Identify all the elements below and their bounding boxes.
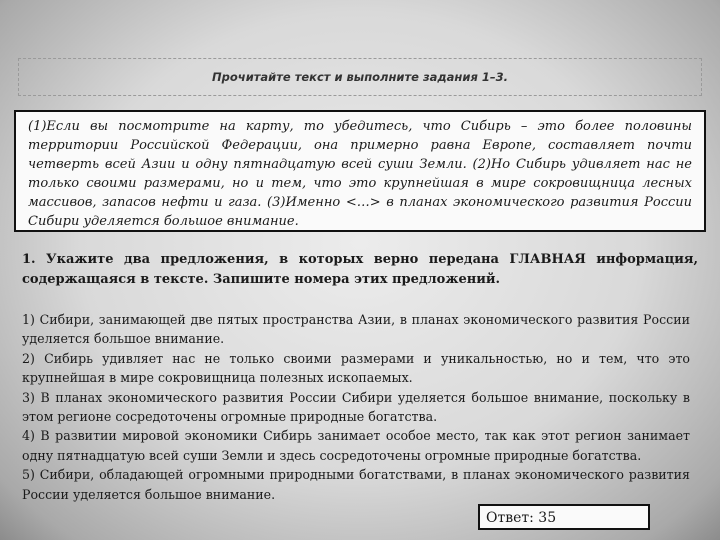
answer-option-5: 5) Сибири, обладающей огромными природными богатствами, в планах экономического развития России уделяется большое внимание. bbox=[22, 467, 690, 502]
answer-option-1: 1) Сибири, занимающей две пятых пространства Азии, в планах экономического развития России уделяется большое внимание. bbox=[22, 312, 690, 347]
answer-option-2: 2) Сибирь удивляет нас не только своими размерами и уникальностью, но и тем, что это крупнейшая в мире сокровищница полезных ископаемых. bbox=[22, 350, 690, 386]
instruction-banner bbox=[18, 58, 702, 96]
instruction-title: Прочитайте текст и выполните задания 1–3. bbox=[212, 70, 508, 84]
answer-option-4: 4) В развитии мировой экономики Сибирь занимает особое место, так как этот регион занимает одну пятнадцатую всей суши Земли и здесь сосредоточены огромные природные богатства. bbox=[22, 428, 690, 463]
answer-option-3: 3) В планах экономического развития России Сибири уделяется большое внимание, поскольку в этом регионе сосредоточены огромные природные богатства. bbox=[22, 389, 690, 425]
question-text: 1. Укажите два предложения, в которых верно передана ГЛАВНАЯ информация, содержащаяся в тексте. Запишите номера этих предложений. bbox=[22, 252, 698, 287]
reading-text-box: (1)Если вы посмотрите на карту, то убедитесь, что Сибирь – это более половины территории Российской Федерации, она примерно равна Европе, составляет почти четверть всей Азии и одну пятнадцатую всей суши Земли. (2)Но Сибирь удивляет нас не только своими размерами, но и тем, что это крупнейшая в мире сокровищница лесных массивов, запасов нефти и газа. (3)Именно <…> в планах экономического развития России Сибири уделяется большое внимание. bbox=[14, 110, 706, 232]
answer-box: Ответ: 35 bbox=[478, 504, 650, 530]
answer-options-list bbox=[22, 310, 690, 504]
